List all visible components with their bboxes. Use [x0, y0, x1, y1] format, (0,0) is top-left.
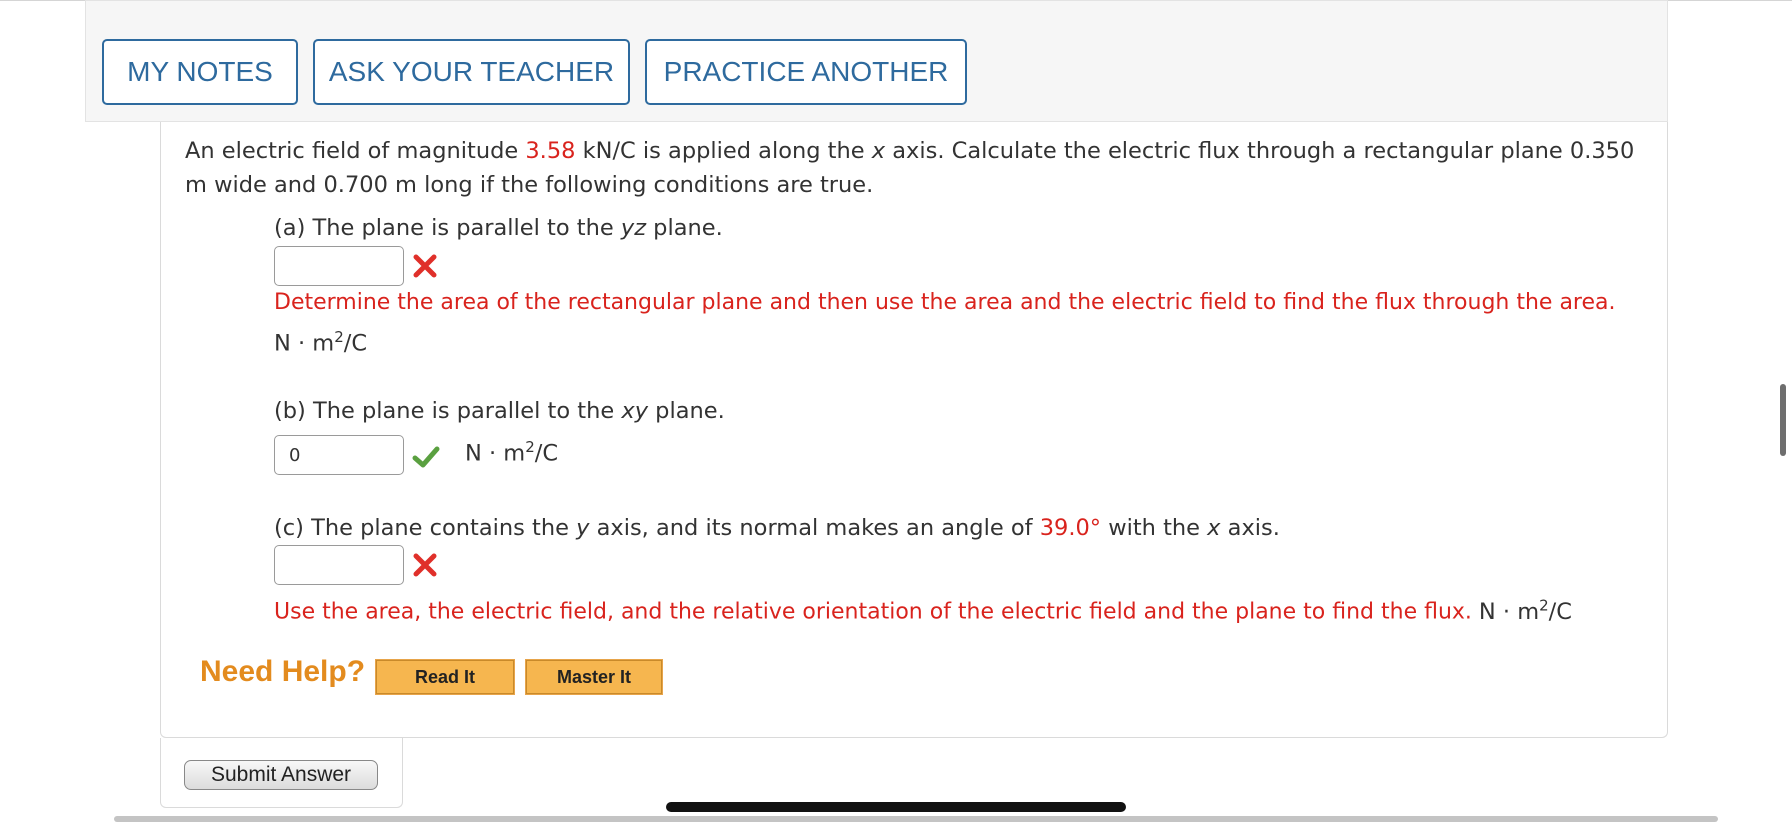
- practice-another-button[interactable]: PRACTICE ANOTHER: [645, 39, 967, 105]
- my-notes-button[interactable]: MY NOTES: [102, 39, 298, 105]
- submit-answer-button[interactable]: Submit Answer: [184, 760, 378, 790]
- field-magnitude-value: 3.58: [525, 138, 576, 164]
- part-b-label-text: (b) The plane is parallel to the: [274, 398, 622, 424]
- part-b-plane-var: xy: [621, 398, 649, 424]
- part-a-unit-tail: /C: [343, 330, 368, 357]
- part-c-label-mid: axis, and its normal makes an angle of: [589, 515, 1040, 541]
- part-a-unit-base: N · m: [274, 330, 335, 357]
- part-b-label: [274, 398, 725, 424]
- part-c-label-with: with the: [1101, 515, 1208, 541]
- question-intro-3: axis. Calculate the electric flux through a rectangular plane 0.350 m wide and 0.700 m long if the following conditions are true.: [185, 138, 1635, 198]
- part-b-unit-exp: 2: [525, 438, 535, 456]
- part-c-unit: [1478, 596, 1572, 625]
- part-c-unit-tail: /C: [1548, 598, 1572, 625]
- part-a-label-text: (a) The plane is parallel to the: [274, 215, 621, 241]
- part-a-label: [274, 215, 723, 241]
- need-help-title: Need Help?: [200, 655, 366, 688]
- part-b-answer-input[interactable]: [274, 435, 404, 475]
- part-a-answer-input[interactable]: [274, 246, 404, 286]
- part-b-unit-base: N · m: [465, 440, 526, 467]
- question-intro-1: An electric field of magnitude: [185, 138, 526, 164]
- part-c-hint-line: [274, 596, 1572, 625]
- question-intro-2: kN/C is applied along the: [575, 138, 872, 164]
- part-c-unit-exp: 2: [1539, 596, 1549, 614]
- part-c-label: [274, 515, 1280, 541]
- part-b-unit: [465, 438, 558, 467]
- part-b-label-end: plane.: [648, 398, 725, 424]
- part-c-answer-input[interactable]: [274, 545, 404, 585]
- part-c-label-text: (c) The plane contains the: [274, 515, 577, 541]
- part-a-label-end: plane.: [646, 215, 723, 241]
- check-mark-icon: [411, 442, 441, 472]
- master-it-button[interactable]: Master It: [526, 660, 662, 694]
- ask-your-teacher-button[interactable]: ASK YOUR TEACHER: [313, 39, 630, 105]
- part-a-plane-var: yz: [620, 215, 647, 241]
- part-c-y-var: y: [576, 515, 590, 541]
- vertical-scrollbar-thumb[interactable]: [1780, 384, 1786, 456]
- part-c-label-end: axis.: [1220, 515, 1280, 541]
- part-c-angle-value: 39.0°: [1039, 515, 1102, 541]
- question-text: [185, 134, 1655, 202]
- part-a-unit-exp: 2: [334, 328, 344, 346]
- part-c-hint: Use the area, the electric field, and the relative orientation of the electric field and the plane to find the flux.: [274, 599, 1472, 625]
- part-c-unit-base: N · m: [1478, 598, 1540, 625]
- part-a-hint: Determine the area of the rectangular plane and then use the area and the electric field to find the flux through the area.: [274, 290, 1616, 315]
- part-b-unit-tail: /C: [534, 440, 559, 467]
- part-c-x-var: x: [1207, 515, 1221, 541]
- home-indicator[interactable]: [666, 802, 1126, 812]
- horizontal-scrollbar[interactable]: [114, 816, 1718, 822]
- x-variable: x: [871, 138, 886, 164]
- part-a-unit: [274, 328, 367, 357]
- x-mark-icon: [410, 251, 440, 281]
- x-mark-icon: [410, 550, 440, 580]
- read-it-button[interactable]: Read It: [376, 660, 514, 694]
